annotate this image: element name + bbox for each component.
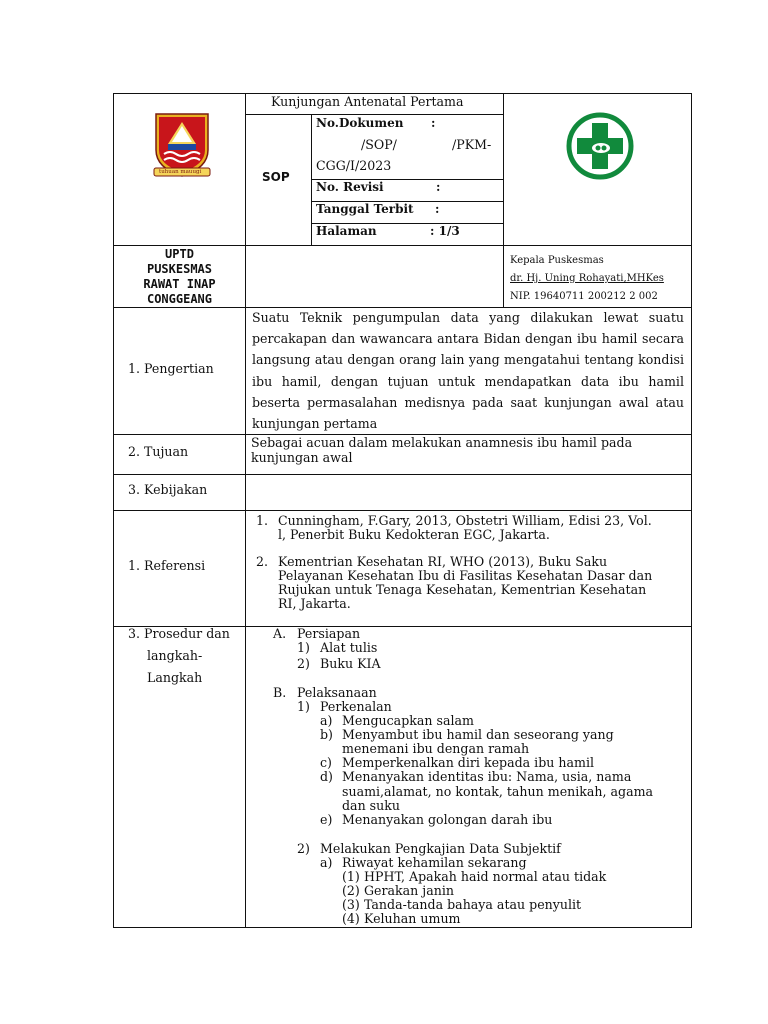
step-num: (1) (342, 869, 360, 884)
step-text: Buku KIA (320, 656, 381, 671)
step-text: dan suku (342, 798, 401, 813)
step-num: a) (320, 855, 333, 870)
referensi-item: Kementrian Kesehatan RI, WHO (2013), Buku Saku (278, 554, 608, 569)
institution-line: UPTD (165, 247, 194, 261)
step-text: Pelaksanaan (297, 685, 377, 700)
referensi-item: Rujukan untuk Tenaga Kesehatan, Kementrian Kesehatan (278, 582, 647, 597)
sop-label: SOP (262, 170, 290, 184)
section-label-referensi: 1. Referensi (128, 558, 206, 573)
no-revisi-colon: : (436, 180, 441, 194)
tanggal-terbit-label: Tanggal Terbit (316, 202, 414, 216)
step-text: Perkenalan (320, 699, 392, 714)
tujuan-text: kunjungan awal (251, 450, 353, 465)
step-text: Riwayat kehamilan sekarang (342, 855, 527, 870)
puskesmas-logo (565, 111, 635, 181)
institution-name (114, 247, 245, 307)
step-text: Menyambut ibu hamil dan seseorang yang (342, 727, 614, 742)
signature-title: Kepala Puskesmas (510, 255, 604, 266)
no-dokumen-colon: : (431, 116, 436, 130)
section-label-kebijakan: 3. Kebijakan (128, 482, 208, 497)
step-text: Menanyakan golongan darah ibu (342, 812, 553, 827)
step-num: 2) (297, 841, 310, 856)
step-text: Memperkenalkan diri kepada ibu hamil (342, 755, 594, 770)
step-num: 1) (297, 699, 310, 714)
divider (113, 245, 692, 246)
step-text: Menanyakan identitas ibu: Nama, usia, nama (342, 769, 632, 784)
step-num: c) (320, 755, 332, 770)
step-num: a) (320, 713, 333, 728)
institution-line: CONGGEANG (146, 292, 213, 306)
halaman-value: : 1/3 (430, 224, 460, 238)
halaman-label: Halaman (316, 224, 377, 238)
step-text: Persiapan (297, 626, 361, 641)
step-num: b) (320, 727, 333, 742)
step-text: Mengucapkan salam (342, 713, 474, 728)
referensi-item: Cunningham, F.Gary, 2013, Obstetri William, Edisi 23, Vol. (278, 513, 652, 528)
referensi-item: Pelayanan Kesehatan Ibu di Fasilitas Kesehatan Dasar dan (278, 568, 653, 583)
referensi-num: 2. (256, 554, 269, 569)
step-num: (3) (342, 897, 360, 912)
no-dokumen-value: /PKM- (452, 137, 492, 152)
step-text: Alat tulis (320, 640, 378, 655)
tujuan-text: Sebagai acuan dalam melakukan anamnesis ibu hamil pada (251, 435, 633, 450)
pengertian-text: Suatu Teknik pengumpulan data yang dilakukan lewat suatu percakapan dan wawancara antara Bidan dengan ibu hamil secara langsung atau dengan orang lain yang mengatahui tentang kondisi ibu hamil, dengan tujuan untuk mendapatkan data ibu hamil beserta permasalahan medisnya pada saat kunjungan awal atau kunjungan pertama (252, 310, 684, 432)
no-revisi-label: No. Revisi (316, 180, 384, 194)
step-num: 1) (297, 640, 310, 655)
step-num: (4) (342, 911, 360, 926)
section-label-prosedur: Langkah (147, 670, 203, 685)
section-label-prosedur: 3. Prosedur dan (128, 626, 230, 641)
regency-logo (150, 110, 214, 182)
puskesmas-cross-icon (565, 111, 635, 181)
step-num: (2) (342, 883, 360, 898)
step-text: Tanda-tanda bahaya atau penyulit (364, 897, 582, 912)
divider (113, 474, 692, 475)
section-label-pengertian: 1. Pengertian (128, 361, 214, 376)
step-text: Keluhan umum (364, 911, 461, 926)
signature-name: dr. Hj. Uning Rohayati,MHKes (510, 273, 664, 284)
institution-line: RAWAT INAP (143, 277, 216, 291)
document-title: Kunjungan Antenatal Pertama (271, 94, 464, 109)
referensi-item: l, Penerbit Buku Kedokteran EGC, Jakarta. (278, 527, 550, 542)
divider (113, 510, 692, 511)
no-dokumen-value: CGG/I/2023 (316, 158, 392, 173)
step-num: d) (320, 769, 333, 784)
step-text: Melakukan Pengkajian Data Subjektif (320, 841, 561, 856)
step-num: 2) (297, 656, 310, 671)
logo-banner-text: tuhuan mauugi (159, 169, 202, 175)
divider (245, 114, 504, 115)
signature-nip: NIP. 19640711 200212 2 002 (510, 291, 658, 302)
step-num: e) (320, 812, 333, 827)
step-text: Gerakan janin (364, 883, 454, 898)
institution-line: PUSKESMAS (146, 262, 213, 276)
step-num: A. (273, 626, 287, 641)
referensi-num: 1. (256, 513, 269, 528)
step-text: menemani ibu dengan ramah (342, 741, 530, 756)
section-label-tujuan: 2. Tujuan (128, 444, 189, 459)
table-border-bottom (113, 927, 692, 928)
step-text: HPHT, Apakah haid normal atau tidak (364, 869, 607, 884)
no-dokumen-value: /SOP/ (361, 137, 397, 152)
step-num: B. (273, 685, 287, 700)
no-dokumen-label: No.Dokumen (316, 116, 404, 130)
referensi-item: RI, Jakarta. (278, 596, 351, 611)
tanggal-terbit-colon: : (435, 202, 440, 216)
section-label-prosedur: langkah- (147, 648, 203, 663)
step-text: suami,alamat, no kontak, tahun menikah, agama (342, 784, 654, 799)
